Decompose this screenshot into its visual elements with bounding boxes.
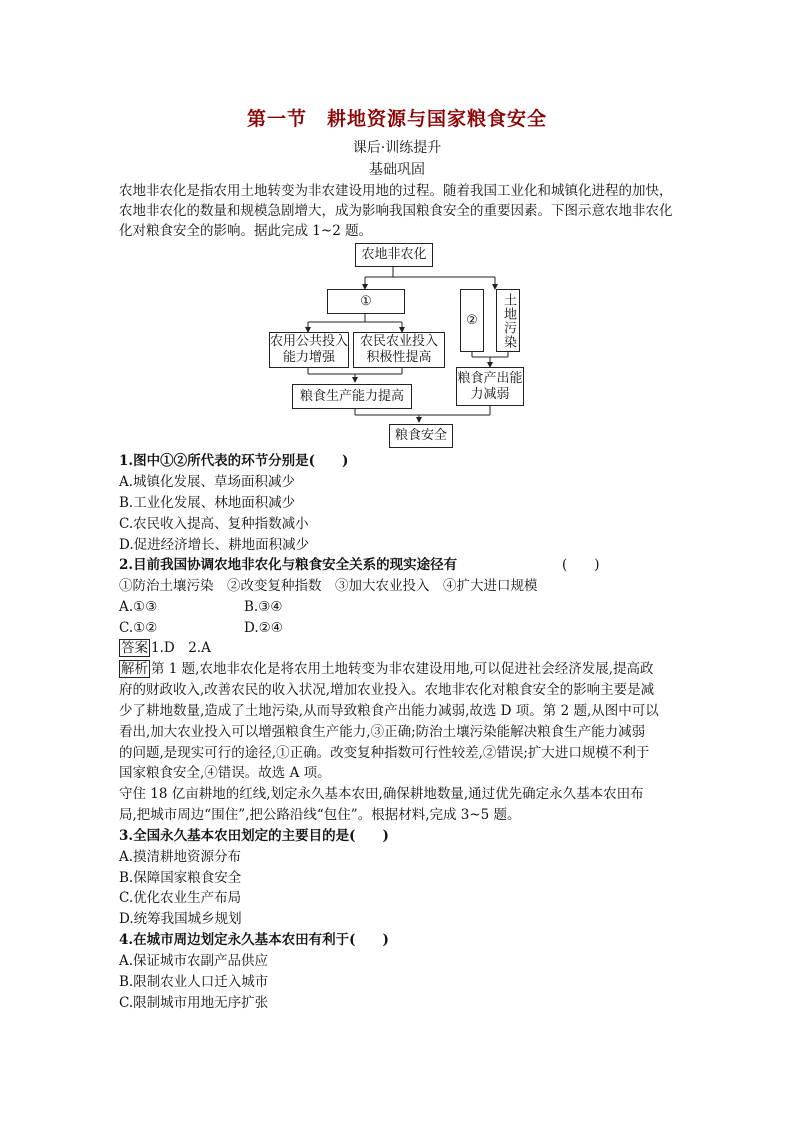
question-2-option-a: A.①③ (119, 599, 158, 615)
question-4-option: C.限制城市用地无序扩张 (119, 995, 269, 1011)
question-2-option-c: C.①② (119, 620, 158, 636)
question-2-option-b: B.③④ (244, 599, 283, 615)
page-title: 第一节 耕地资源与国家粮食安全 (246, 108, 547, 130)
analysis-line: 看出,加大农业投入可以增强粮食生产能力,③正确;防治土壤污染能解决粮食生产能力减弱 (119, 724, 646, 740)
question-2-option-d: D.②④ (244, 620, 283, 636)
node-top: 农地非农化 (355, 243, 433, 267)
question-1-stem: 1.图中①②所代表的环节分别是( ) (119, 453, 349, 469)
question-1-option: C.农民收入提高、复种指数减小 (119, 516, 309, 532)
question-3-option: C.优化农业生产布局 (119, 890, 242, 906)
intro-line: 化对粮食安全的影响。据此完成 1~2 题。 (119, 223, 373, 239)
analysis-line: 国家粮食安全,④错误。故选 A 项。 (119, 765, 331, 781)
analysis-line (119, 659, 654, 679)
question-3-option: D.统筹我国城乡规划 (119, 911, 242, 927)
node-grain-capacity-up: 粮食生产能力提高 (292, 384, 412, 409)
question-4-option: B.限制农业人口迁入城市 (119, 974, 269, 990)
intro-line: 农地非农化是指农用土地转变为非农建设用地的过程。随着我国工业化和城镇化进程的加快， (119, 183, 673, 199)
question-1-option: A.城镇化发展、草场面积减少 (119, 474, 296, 490)
page-subtitle: 课后·训练提升 (352, 140, 442, 156)
node-public-investment: 农用公共投入能力增强 (269, 332, 349, 368)
analysis-label: 解析 (121, 661, 148, 677)
node-grain-output-down: 粮食产出能力减弱 (456, 367, 524, 406)
analysis-line: 少了耕地数量,造成了土地污染,从而导致粮食产出能力减弱,故选 D 项。第 2 题,从图中可以 (119, 703, 659, 719)
passage-line: 守住 18 亿亩耕地的红线,划定永久基本农田,确保耕地数量,通过优先确定永久基本农田布 (119, 786, 644, 802)
answer-line (119, 638, 211, 658)
analysis-text: 第 1 题,农地非农化是将农用土地转变为非农建设用地,可以促进社会经济发展,提高政 (151, 661, 654, 677)
question-4-option: A.保证城市农副产品供应 (119, 953, 269, 969)
question-1-option: B.工业化发展、林地面积减少 (119, 495, 296, 511)
node-soil-pollution: 土地污染 (496, 289, 520, 352)
analysis-line: 府的财政收入,改善农民的收入状况,增加农业投入。农地非农化对粮食安全的影响主要是减 (119, 682, 655, 698)
section-heading: 基础巩固 (369, 162, 425, 178)
passage-line: 局,把城市周边“围住”,把公路沿线“包住”。根据材料,完成 3~5 题。 (119, 807, 521, 823)
question-3-option: B.保障国家粮食安全 (119, 870, 242, 886)
node-2: ② (460, 289, 484, 352)
question-3-stem: 3.全国永久基本农田划定的主要目的是( ) (119, 828, 389, 844)
node-1: ① (327, 289, 405, 314)
question-2-paren: ( ) (562, 557, 600, 573)
answer-label: 答案 (121, 640, 148, 656)
answer-text: 1.D 2.A (151, 640, 211, 656)
question-2-items: ①防治土壤污染 ②改变复种指数 ③加大农业投入 ④扩大进口规模 (119, 578, 538, 594)
question-4-stem: 4.在城市周边划定永久基本农田有利于( ) (119, 932, 389, 948)
flow-diagram (262, 243, 532, 453)
intro-line: 农地非农化的数量和规模急剧增大，成为影响我国粮食安全的重要因素。下图示意农地非农化 (119, 203, 673, 219)
node-farmer-investment: 农民农业投入积极性提高 (353, 332, 445, 368)
question-3-option: A.摸清耕地资源分布 (119, 849, 242, 865)
node-food-security: 粮食安全 (389, 424, 453, 448)
analysis-line: 的问题,是现实可行的途径,①正确。改变复种指数可行性较差,②错误;扩大进口规模不利于 (119, 745, 650, 761)
question-2-stem: 2.目前我国协调农地非农化与粮食安全关系的现实途径有 (119, 557, 458, 573)
question-1-option: D.促进经济增长、耕地面积减少 (119, 537, 310, 553)
